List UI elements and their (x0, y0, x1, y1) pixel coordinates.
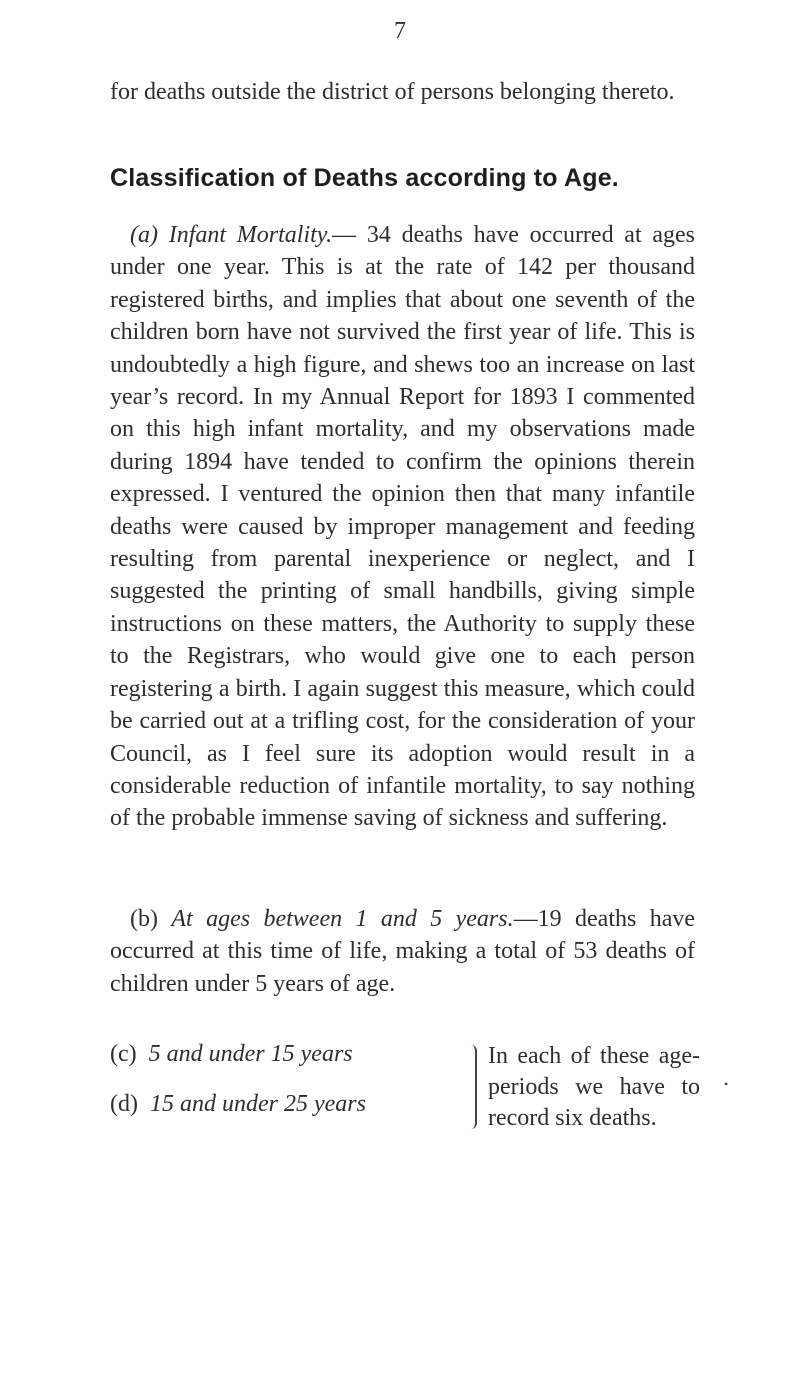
margin-mark: • (724, 1077, 729, 1091)
label-d: (d) (110, 1091, 138, 1117)
paragraph-ages-1-5 (110, 903, 695, 1000)
row-ages-5-15 (110, 1041, 353, 1068)
paragraph-infant-mortality (110, 219, 695, 835)
title-infant-mortality: Infant Mortality. (168, 222, 333, 248)
row-ages-15-25 (110, 1091, 366, 1118)
label-c: (c) (110, 1041, 137, 1067)
label-b: (b) (130, 906, 158, 932)
text-infant-mortality: — 34 deaths have occurred at ages under one year. This is at the rate of 142 per thousand registered births, and implies that about one seventh of the children born have not survived the first year of life. This is undoubtedly a high figure, and shews too an increase on last year’s record. In my Annual Report for 1893 I commented on this high infant mortality, and my observations made during 1894 have tended to confirm the opinions therein expressed. I ventured the opinion then that many infantile deaths were caused by improper management and feeding resulting from parental inexperience or neglect, and I suggested the printing of small handbills, giving simple instructions on these matters, the Authority to supply these to the Registrars, who would give one to each person registering a birth. I again suggest this measure, which could be carried out at a trifling cost, for the consideration of your Council, as I feel sure its adoption would result in a considerable reduction of infantile mortality, to say nothing of the probable immense saving of sickness and suffering. (110, 222, 695, 832)
age-period-group (110, 1041, 700, 1137)
title-ages-15-25: 15 and under 25 years (149, 1091, 366, 1117)
text-ages-1-5: —19 deaths have occurred at this time of life, making a total of 53 deaths of children under 5 years of age. (110, 906, 696, 997)
right-brace (465, 1045, 477, 1129)
section-heading: Classification of Deaths according to Age. (110, 164, 619, 192)
label-a: (a) (130, 222, 158, 248)
continuation-paragraph: for deaths outside the district of persons belonging thereto. (110, 79, 675, 105)
page-number: 7 (394, 18, 406, 44)
title-ages-5-15: 5 and under 15 years (148, 1041, 353, 1067)
brace-note: In each of these age-periods we have to record six deaths. (488, 1043, 700, 1131)
title-ages-1-5: At ages between 1 and 5 years. (171, 906, 514, 932)
